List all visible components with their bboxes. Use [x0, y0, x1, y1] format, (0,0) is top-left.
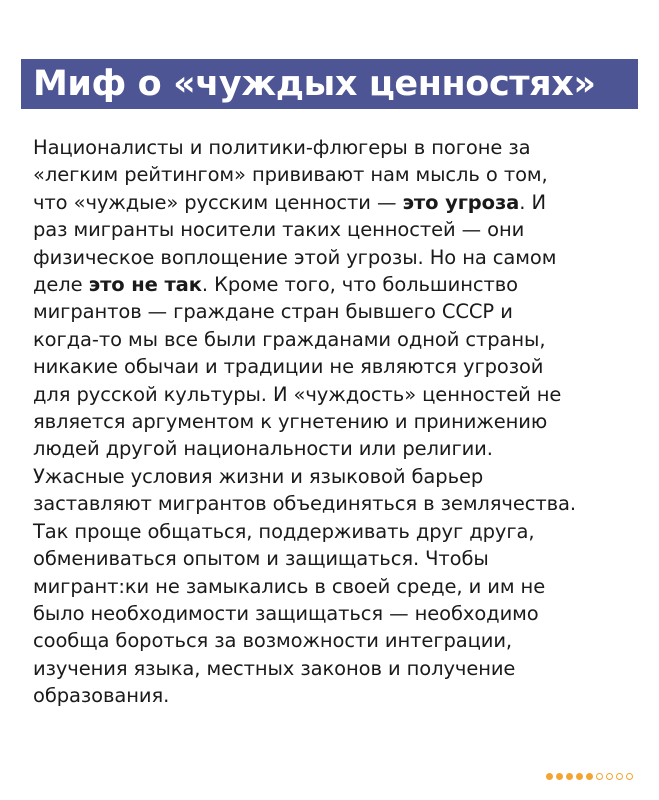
- body-line-text: деле: [33, 273, 89, 297]
- body-line-text: . Кроме того, что большинство: [201, 273, 518, 297]
- pagination-dot: [556, 773, 563, 780]
- pagination-dot: [546, 773, 553, 780]
- pagination-dot: [596, 773, 603, 780]
- body-line: раз мигранты носители таких ценностей — они: [33, 218, 525, 242]
- body-line: для русской культуры. И «чуждость» ценностей не: [33, 382, 562, 406]
- pagination-dot: [626, 773, 633, 780]
- body-line: [33, 189, 643, 216]
- body-line: было необходимости защищаться — необходимо: [33, 601, 539, 625]
- body-line: «легким рейтингом» прививают нам мысль о том,: [33, 163, 548, 187]
- title-banner: [21, 59, 638, 109]
- pagination-dot: [586, 773, 593, 780]
- pagination-dot: [616, 773, 623, 780]
- body-line: мигрант:ки не замыкались в своей среде, и им не: [33, 574, 546, 598]
- slide-pagination: [546, 773, 633, 780]
- body-line: образования.: [33, 684, 170, 708]
- body-line: когда-то мы все были гражданами одной страны,: [33, 327, 546, 351]
- pagination-dot: [566, 773, 573, 780]
- pagination-dot: [606, 773, 613, 780]
- body-line: заставляют мигрантов объединяться в землячества.: [33, 492, 576, 516]
- body-line: мигрантов — граждане стран бывшего СССР и: [33, 300, 513, 324]
- body-line: никакие обычаи и традиции не являются угрозой: [33, 355, 544, 379]
- body-line: людей другой национальности или религии.: [33, 437, 493, 461]
- body-line: Так проще общаться, поддерживать друг друга,: [33, 519, 535, 543]
- body-line: изучения языка, местных законов и получение: [33, 656, 516, 680]
- body-line: обмениваться опытом и защищаться. Чтобы: [33, 547, 489, 571]
- emphasis-text: это не так: [88, 273, 202, 297]
- pagination-dot: [576, 773, 583, 780]
- body-line-text: что «чуждые» русским ценности —: [33, 190, 403, 214]
- page-title: Миф о «чуждых ценностях»: [33, 63, 596, 104]
- body-line: [33, 271, 643, 298]
- body-line: сообща бороться за возможности интеграции,: [33, 629, 513, 653]
- body-line: физическое воплощение этой угрозы. Но на самом: [33, 245, 557, 269]
- body-line: Националисты и политики-флюгеры в погоне за: [33, 136, 531, 159]
- body-line-text: . И: [519, 190, 546, 214]
- body-line: является аргументом к угнетению и принижению: [33, 410, 548, 434]
- emphasis-text: это угроза: [402, 190, 520, 214]
- body-text: [33, 134, 643, 710]
- body-line: Ужасные условия жизни и языковой барьер: [33, 464, 484, 488]
